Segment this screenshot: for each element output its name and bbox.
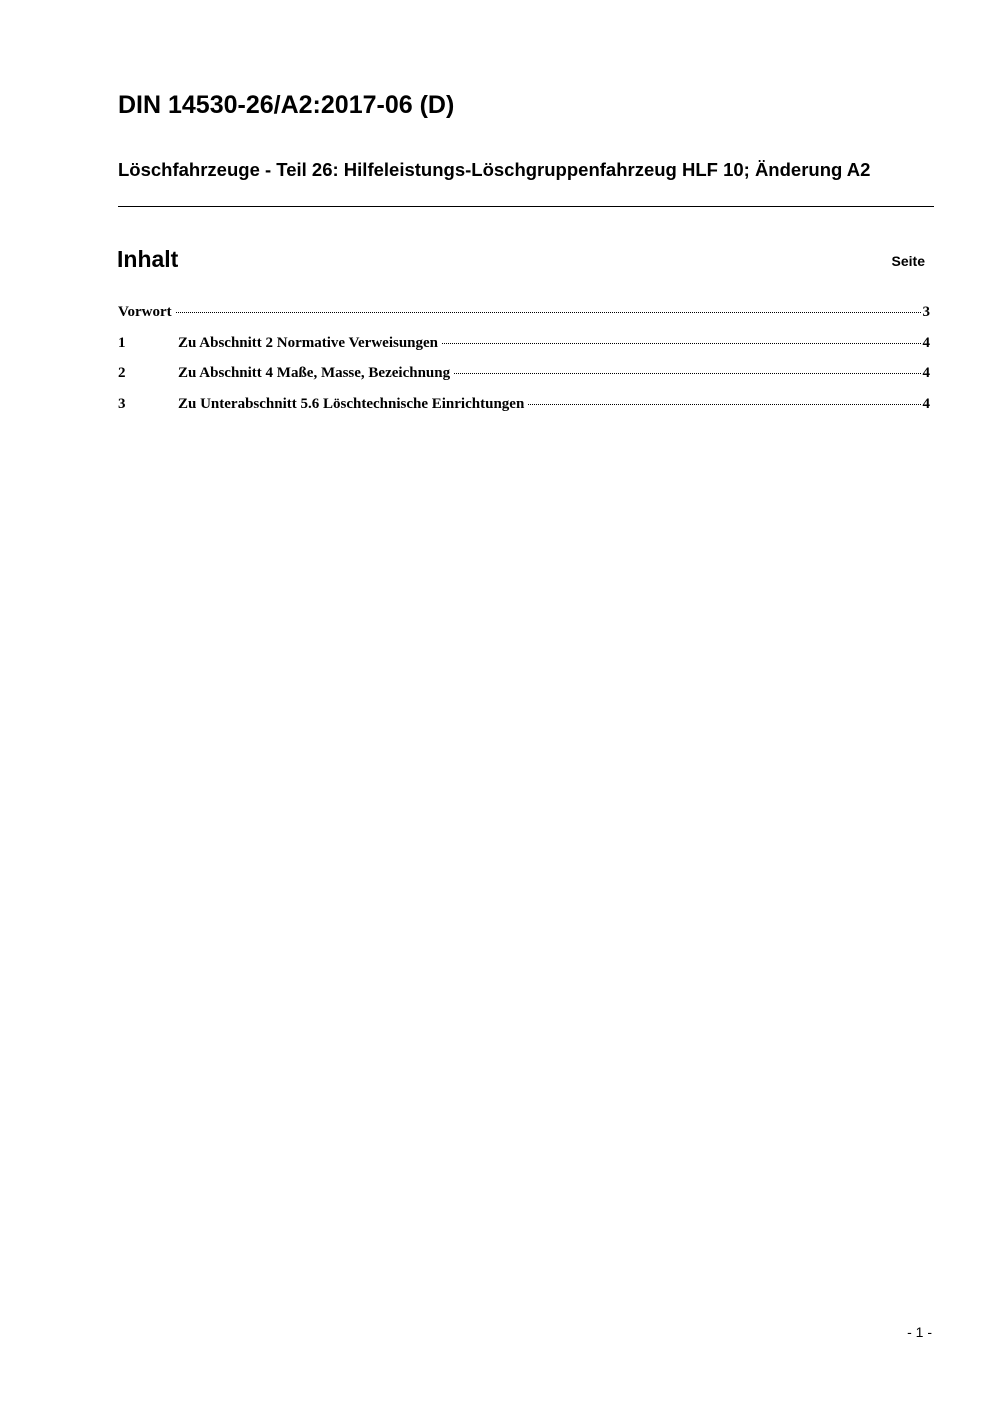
toc-entry-number: 2 (118, 365, 126, 381)
toc-entry-vorwort[interactable] (118, 302, 930, 333)
title-divider (118, 206, 934, 207)
table-of-contents (118, 302, 930, 424)
page-number: - 1 - (907, 1324, 932, 1340)
toc-entry-text: Zu Abschnitt 2 Normative Verweisungen (178, 334, 439, 351)
toc-page-column-label: Seite (891, 253, 925, 269)
toc-entry-section-1[interactable] (118, 333, 930, 364)
toc-entry-page: 4 (922, 365, 930, 381)
toc-entry-text: Zu Unterabschnitt 5.6 Löschtechnische Einrichtungen (178, 395, 525, 412)
toc-leader-dots (442, 343, 920, 344)
document-title: Löschfahrzeuge - Teil 26: Hilfeleistungs-Löschgruppenfahrzeug HLF 10; Änderung A2 (118, 159, 871, 180)
toc-entry-section-2[interactable] (118, 363, 930, 394)
toc-leader-dots (528, 404, 920, 405)
toc-entry-text: Zu Abschnitt 4 Maße, Masse, Bezeichnung (178, 365, 451, 381)
toc-heading: Inhalt (117, 246, 179, 272)
toc-entry-section-3[interactable] (118, 394, 930, 425)
document-id: DIN 14530-26/A2:2017-06 (D) (118, 91, 455, 119)
toc-leader-dots (176, 312, 921, 313)
toc-entry-number: 3 (118, 395, 126, 412)
toc-leader-dots (454, 373, 920, 374)
toc-entry-number: 1 (118, 334, 126, 351)
toc-entry-text: Vorwort (118, 304, 172, 320)
toc-entry-page: 4 (922, 395, 930, 412)
toc-entry-page: 4 (922, 334, 930, 351)
toc-entry-page: 3 (922, 304, 930, 320)
